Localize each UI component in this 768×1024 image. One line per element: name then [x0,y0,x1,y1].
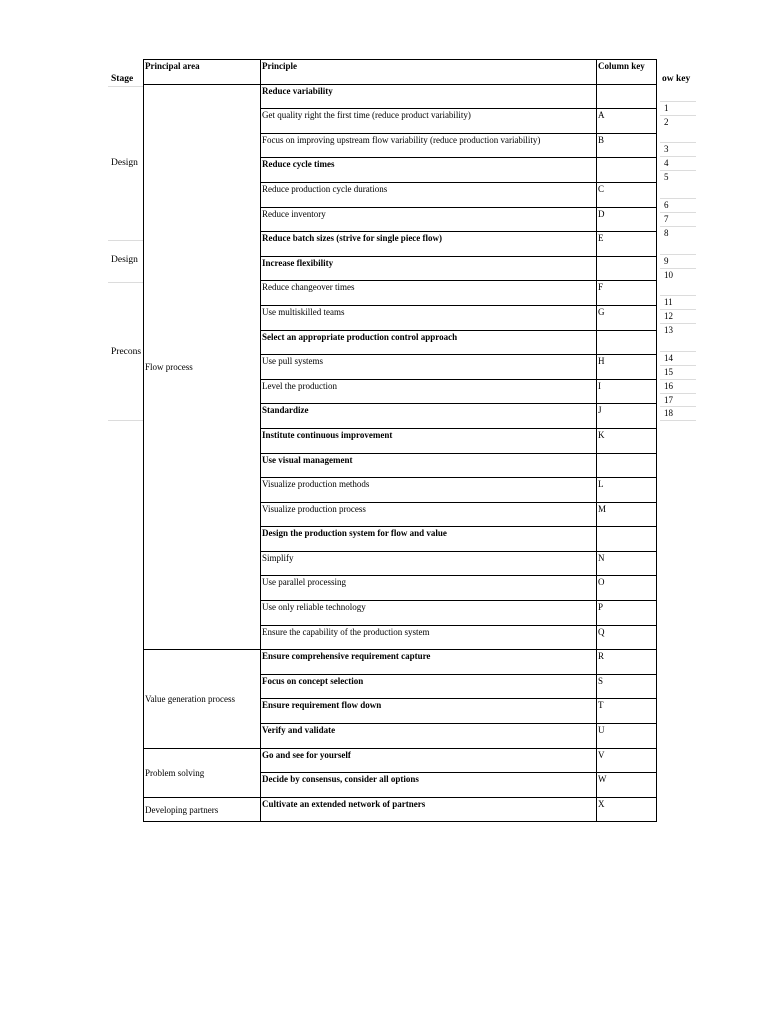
column-header-column-key: Column key [597,60,657,85]
column-key-cell: M [597,502,657,527]
principle-cell: Visualize production methods [261,478,597,503]
row-key: 9 [664,256,669,266]
row-key: 8 [664,228,669,238]
table-row [144,748,657,773]
column-key-cell: W [597,773,657,798]
row-key: 14 [664,353,673,363]
column-key-cell: J [597,404,657,429]
row-key: 4 [664,158,669,168]
row-key: 15 [664,367,673,377]
grid-line [660,226,696,227]
grid-line [660,115,696,116]
stage-label: Precons [111,347,142,357]
principal-area-cell: Developing partners [144,797,261,822]
row-key: 17 [664,395,673,405]
grid-line [108,86,144,87]
stage-header: Stage [111,74,134,84]
principle-cell: Get quality right the first time (reduce product variability) [261,109,597,134]
grid-line [660,393,696,394]
table-header-row [144,60,657,85]
row-key: 1 [664,103,669,113]
principal-area-cell: Flow process [144,84,261,650]
table-row [144,650,657,675]
principle-cell: Simplify [261,551,597,576]
grid-line [660,351,696,352]
table-row [144,797,657,822]
principle-cell: Focus on concept selection [261,674,597,699]
grid-line [108,282,144,283]
principle-cell: Increase flexibility [261,256,597,281]
grid-line [660,295,696,296]
row-key: 5 [664,172,669,182]
column-key-cell [597,453,657,478]
row-key: 16 [664,381,673,391]
principle-cell: Use only reliable technology [261,601,597,626]
principle-cell: Level the production [261,379,597,404]
column-key-cell [597,84,657,109]
row-key: 18 [664,408,673,418]
column-key-cell: H [597,355,657,380]
principle-cell: Ensure the capability of the production system [261,625,597,650]
column-key-cell: I [597,379,657,404]
row-key: 10 [664,270,673,280]
principle-cell: Ensure requirement flow down [261,699,597,724]
column-key-cell [597,330,657,355]
grid-line [660,406,696,407]
principle-cell: Design the production system for flow and value [261,527,597,552]
grid-line [660,101,696,102]
column-key-cell: S [597,674,657,699]
column-key-cell [597,527,657,552]
column-key-cell: C [597,182,657,207]
column-key-cell: D [597,207,657,232]
principle-cell: Reduce production cycle durations [261,182,597,207]
principal-area-cell: Problem solving [144,748,261,797]
column-key-cell: N [597,551,657,576]
lean-principles-table [143,59,657,822]
column-key-cell: F [597,281,657,306]
principle-cell: Reduce inventory [261,207,597,232]
row-key: 11 [664,297,673,307]
column-key-cell: E [597,232,657,257]
grid-line [660,198,696,199]
column-key-cell: X [597,797,657,822]
grid-line [660,420,696,421]
column-key-cell: R [597,650,657,675]
principle-cell: Reduce changeover times [261,281,597,306]
row-key: 13 [664,325,673,335]
principle-cell: Reduce variability [261,84,597,109]
row-key-header: ow key [662,74,691,84]
grid-line [660,142,696,143]
principle-cell: Reduce batch sizes (strive for single piece flow) [261,232,597,257]
principle-cell: Use parallel processing [261,576,597,601]
principle-cell: Verify and validate [261,724,597,749]
row-key: 12 [664,311,673,321]
principle-cell: Standardize [261,404,597,429]
principle-cell: Cultivate an extended network of partners [261,797,597,822]
grid-line [660,309,696,310]
column-key-cell: O [597,576,657,601]
grid-line [660,170,696,171]
row-key: 7 [664,214,669,224]
principle-cell: Ensure comprehensive requirement capture [261,650,597,675]
row-key: 3 [664,144,669,154]
grid-line [108,240,144,241]
principle-cell: Use visual management [261,453,597,478]
column-header-principal-area: Principal area [144,60,261,85]
column-key-cell [597,256,657,281]
table-row [144,84,657,109]
grid-line [660,379,696,380]
column-key-cell [597,158,657,183]
principle-cell: Use multiskilled teams [261,305,597,330]
principal-area-cell: Value generation process [144,650,261,748]
grid-line [660,365,696,366]
column-key-cell: A [597,109,657,134]
principle-cell: Visualize production process [261,502,597,527]
row-key: 2 [664,117,669,127]
column-key-cell: V [597,748,657,773]
column-key-cell: Q [597,625,657,650]
column-key-cell: P [597,601,657,626]
principle-cell: Decide by consensus, consider all options [261,773,597,798]
column-key-cell: B [597,133,657,158]
principle-cell: Go and see for yourself [261,748,597,773]
row-key: 6 [664,200,669,210]
grid-line [660,323,696,324]
stage-label: Design [111,255,138,265]
column-key-cell: G [597,305,657,330]
principle-cell: Use pull systems [261,355,597,380]
grid-line [108,420,144,421]
column-key-cell: L [597,478,657,503]
principle-cell: Institute continuous improvement [261,428,597,453]
column-key-cell: K [597,428,657,453]
grid-line [660,212,696,213]
grid-line [660,156,696,157]
principle-cell: Focus on improving upstream flow variability (reduce production variability) [261,133,597,158]
grid-line [660,254,696,255]
stage-label: Design [111,158,138,168]
principle-cell: Select an appropriate production control approach [261,330,597,355]
column-header-principle: Principle [261,60,597,85]
table-body [144,84,657,822]
principle-cell: Reduce cycle times [261,158,597,183]
column-key-cell: U [597,724,657,749]
column-key-cell: T [597,699,657,724]
grid-line [660,268,696,269]
